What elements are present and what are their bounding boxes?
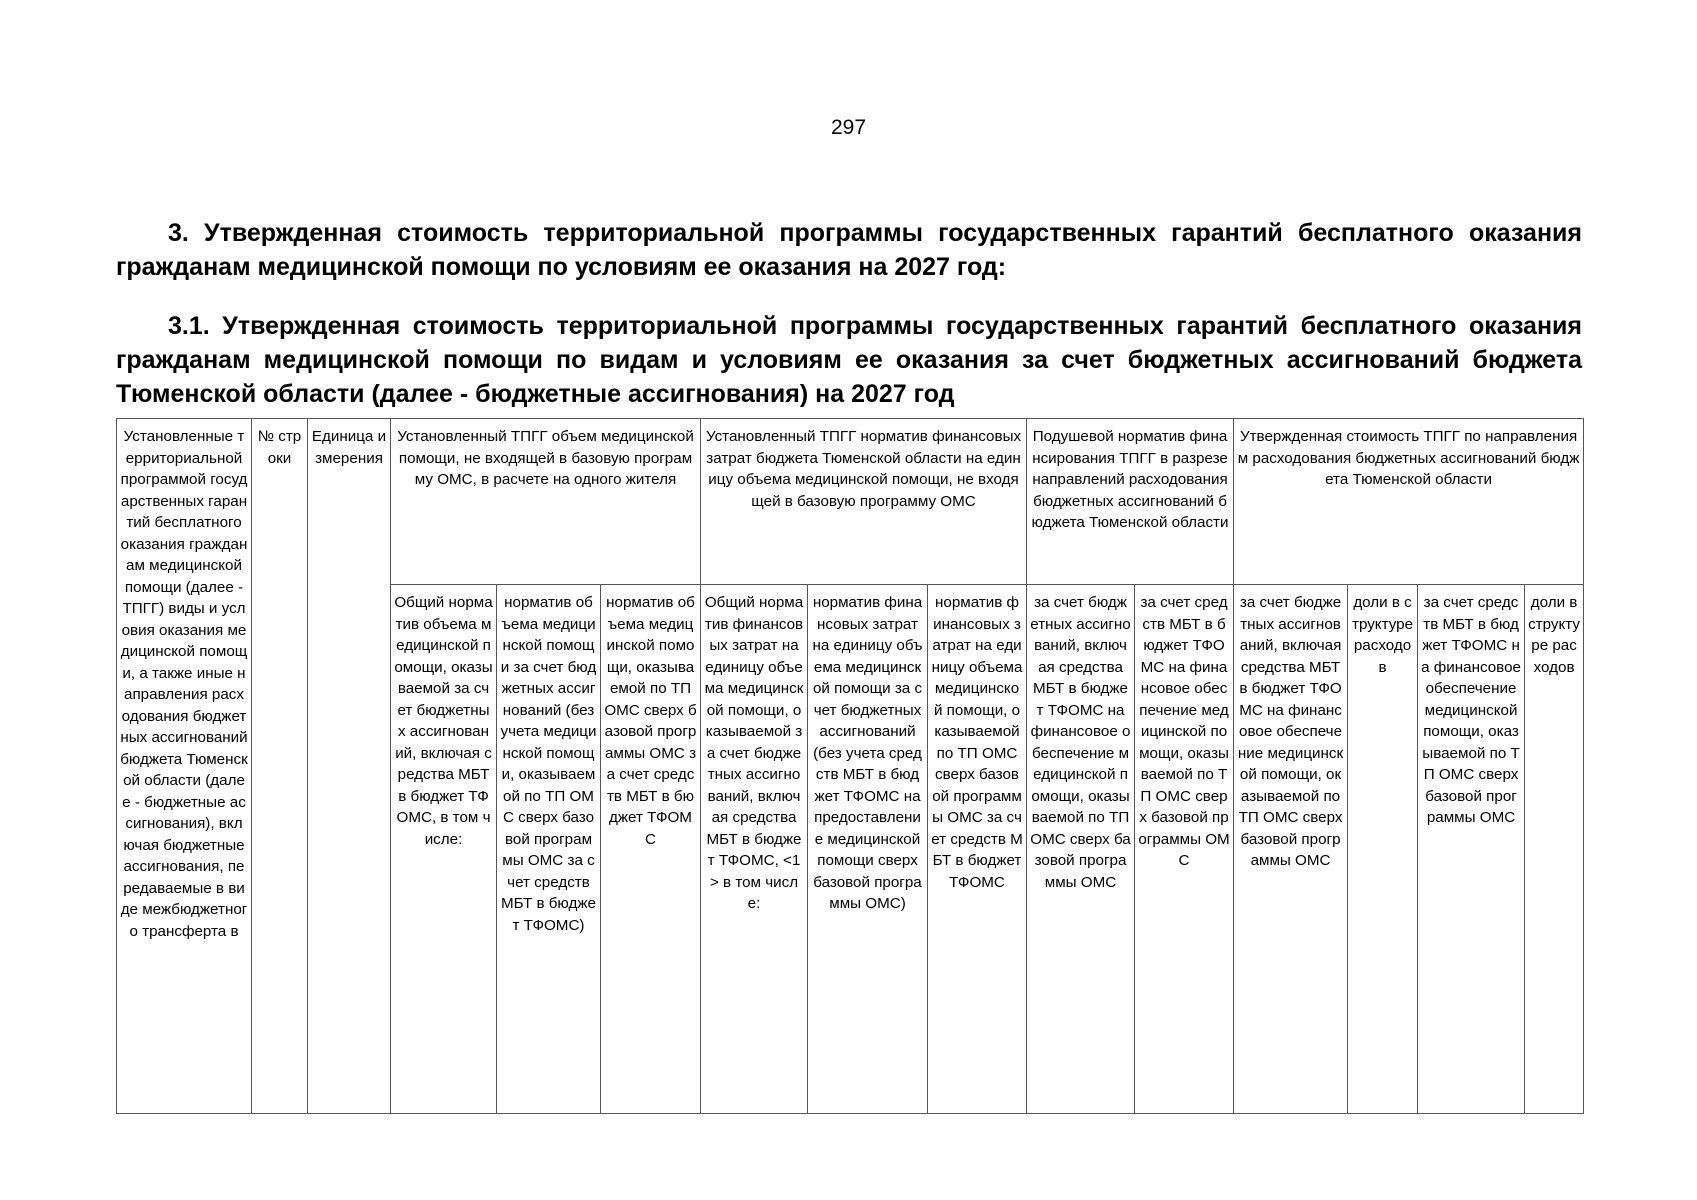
subheader-cell: норматив финансовых затрат на единицу объема медицинской помощи, оказываемой по ТП ОМС сверх базовой программы ОМС за счет средств МБТ в бюджет ТФОМС (928, 585, 1027, 1114)
subheader-cell: за счет бюджетных ассигнований, включая средства МБТ в бюджет ТФОМС на финансовое обеспечение медицинской помощи, оказываемой по ТП ОМС сверх базовой программы ОМС (1027, 585, 1135, 1114)
subheader-cell: за счет средств МБТ в бюджет ТФОМС на финансовое обеспечение медицинской помощи, оказываемой по ТП ОМС сверх базовой программы ОМС (1418, 585, 1525, 1114)
section-heading-3: 3. Утвержденная стоимость территориальной программы государственных гарантий бесплатного оказания гражданам медицинской помощи по условиям ее оказания на 2027 год: (116, 219, 1582, 281)
header-kind-of-care: Установленные территориальной программой государственных гарантий бесплатного оказания гражданам медицинской помощи (далее - ТПГГ) виды и условия оказания медицинской помощи, а также иные направления расходования бюджетных ассигнований бюджета Тюменской области (далее - бюджетные ассигнования), включая бюджетные ассигнования, передаваемые в виде межбюджетного трансферта в (117, 419, 252, 1114)
header-row-number: № строки (252, 419, 308, 1114)
header-unit: Единица измерения (308, 419, 391, 1114)
subheader-cell: норматив финансовых затрат на единицу объема медицинской помощи за счет бюджетных ассигнований (без учета средств МБТ в бюджет ТФОМС на предоставление медицинской помощи сверх базовой программы ОМС) (808, 585, 928, 1114)
subheader-cell: доли в структуре расходов (1525, 585, 1584, 1114)
page-number: 297 (830, 116, 867, 139)
subheader-cell: Общий норматив объема медицинской помощи, оказываемой за счет бюджетных ассигнований, включая средства МБТ в бюджет ТФОМС, в том числе: (391, 585, 497, 1114)
subheader-cell: Общий норматив финансовых затрат на единицу объема медицинской помощи, оказываемой за счет бюджетных ассигнований, включая средства МБТ в бюджет ТФОМС, <1> в том числе: (701, 585, 808, 1114)
subheader-cell: за счет средств МБТ в бюджет ТФОМС на финансовое обеспечение медицинской помощи, оказываемой по ТП ОМС сверх базовой программы ОМС (1135, 585, 1234, 1114)
subheader-cell: за счет бюджетных ассигнований, включая средства МБТ в бюджет ТФОМС на финансовое обеспечение медицинской помощи, оказываемой по ТП ОМС сверх базовой программы ОМС (1234, 585, 1348, 1114)
header-row-groups (117, 419, 1584, 585)
header-group-cost: Установленный ТПГГ норматив финансовых затрат бюджета Тюменской области на единицу объема медицинской помощи, не входящей в базовую программу ОМС (701, 419, 1027, 585)
subheader-cell: норматив объема медицинской помощи за счет бюджетных ассигнований (без учета медицинской помощи, оказываемой по ТП ОМС сверх базовой программы ОМС за счет средств МБТ в бюджет ТФОМС) (497, 585, 601, 1114)
subheader-cell: норматив объема медицинской помощи, оказываемой по ТП ОМС сверх базовой программы ОМС за счет средств МБТ в бюджет ТФОМС (601, 585, 701, 1114)
header-group-volume: Установленный ТПГГ объем медицинской помощи, не входящей в базовую программу ОМС, в расчете на одного жителя (391, 419, 701, 585)
section-heading-3-1: 3.1. Утвержденная стоимость территориальной программы государственных гарантий бесплатного оказания гражданам медицинской помощи по видам и условиям ее оказания за счет бюджетных ассигнований бюджета Тюменской области (далее - бюджетные ассигнования) на 2027 год (116, 312, 1582, 408)
budget-table (116, 418, 1584, 1114)
header-group-approved-cost: Утвержденная стоимость ТПГГ по направлениям расходования бюджетных ассигнований бюджета Тюменской области (1234, 419, 1584, 585)
header-group-per-capita: Подушевой норматив финансирования ТПГГ в разрезе направлений расходования бюджетных ассигнований бюджета Тюменской области (1027, 419, 1234, 585)
subheader-cell: доли в структуре расходов (1348, 585, 1418, 1114)
